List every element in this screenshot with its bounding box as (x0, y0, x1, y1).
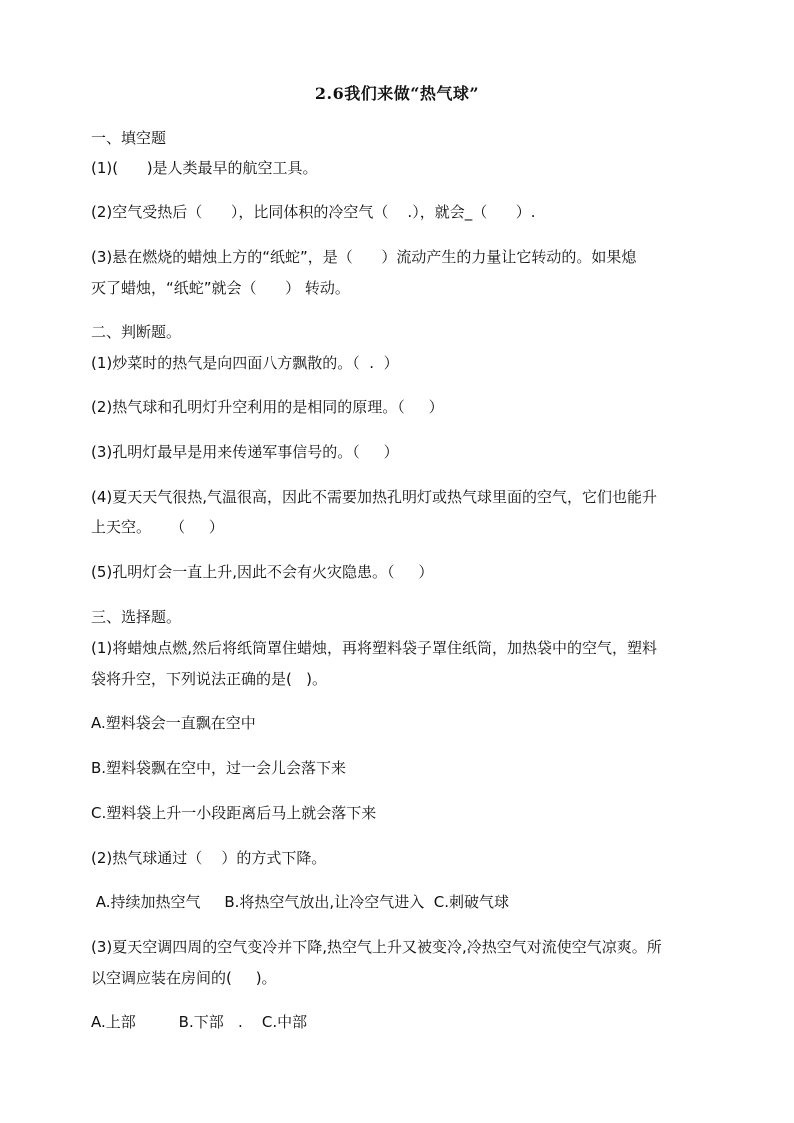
question-line: 灭了蜡烛，“纸蛇”就会（ ） 转动。 (91, 279, 350, 297)
question-line: (3)孔明灯最早是用来传递军事信号的。（ ） (91, 443, 399, 461)
option-line: A.持续加热空气 B.将热空气放出,让冷空气进入 C.刺破气球 (91, 893, 509, 911)
option-line: C.塑料袋上升一小段距离后马上就会落下来 (91, 804, 377, 822)
question-line: 上天空。 （ ） (91, 518, 224, 536)
option-line: A.上部 B.下部 . C.中部 (91, 1013, 308, 1031)
question-line: 袋将升空，下列说法正确的是( )。 (91, 670, 328, 688)
question-line: (1)( )是人类最早的航空工具。 (91, 159, 318, 177)
question-line: (1)将蜡烛点燃,然后将纸筒罩住蜡烛，再将塑料袋子罩住纸筒，加热袋中的空气，塑料 (91, 639, 658, 657)
question-line: (5)孔明灯会一直上升,因此不会有火灾隐患。（ ） (91, 563, 434, 581)
page-title: 2.6我们来做“热气球” (314, 84, 480, 103)
option-line: A.塑料袋会一直飘在空中 (91, 714, 256, 732)
section-heading: 一、填空题 (91, 129, 167, 147)
section-heading: 二、判断题。 (91, 323, 182, 341)
question-line: 以空调应装在房间的( )。 (91, 969, 277, 987)
section-heading: 三、选择题。 (91, 608, 182, 626)
option-line: B.塑料袋飘在空中，过一会儿会落下来 (91, 759, 347, 777)
question-line: (2)空气受热后（ ），比同体积的冷空气（ .），就会_（ ）. (91, 203, 536, 221)
question-line: (4)夏天天气很热,气温很高，因此不需要加热孔明灯或热气球里面的空气，它们也能升 (91, 488, 658, 506)
question-line: (2)热气球和孔明灯升空利用的是相同的原理。（ ） (91, 398, 444, 416)
question-line: (3)悬在燃烧的蜡烛上方的“纸蛇”，是（ ）流动产生的力量让它转动的。如果熄 (91, 248, 637, 266)
question-line: (2)热气球通过（ ）的方式下降。 (91, 849, 327, 867)
question-line: (1)炒菜时的热气是向四面八方飘散的。（ . ） (91, 354, 399, 372)
question-line: (3)夏天空调四周的空气变冷并下降,热空气上升又被变冷,冷热空气对流使空气凉爽。所 (91, 938, 662, 956)
